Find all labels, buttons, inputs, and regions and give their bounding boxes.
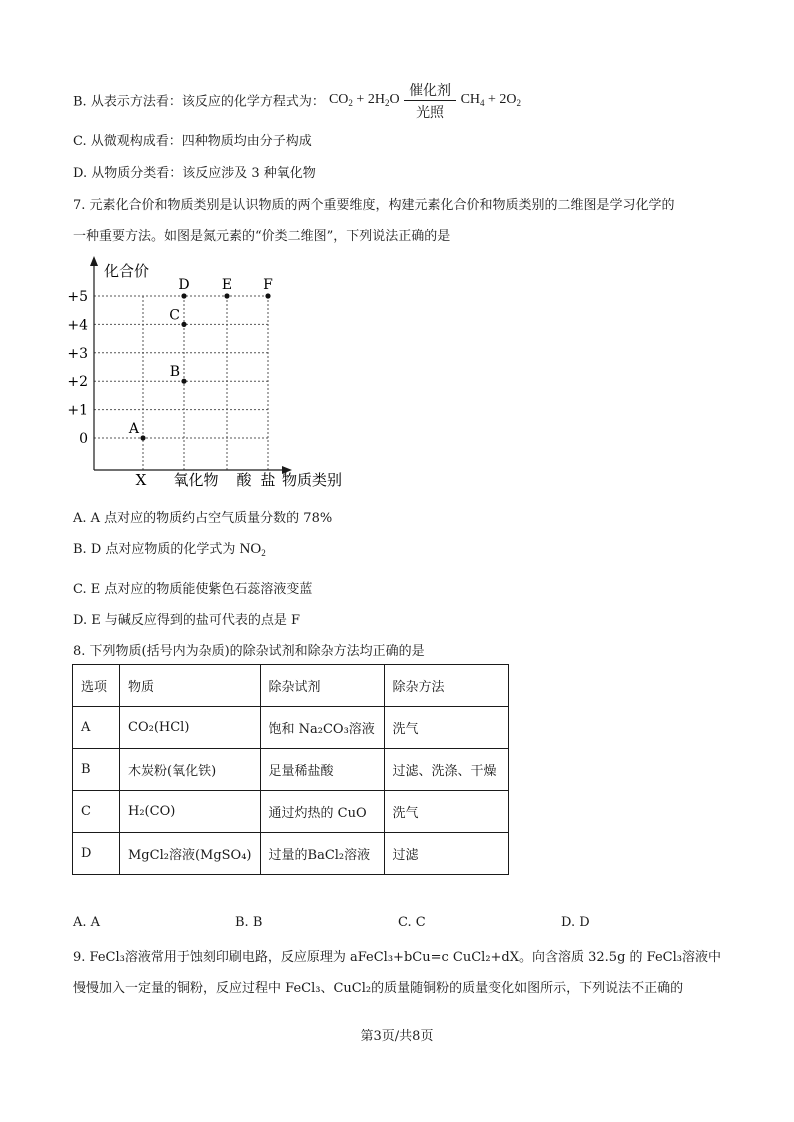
page-footer: 第3页/共8页 xyxy=(360,1029,434,1044)
q8-option-d[interactable]: D. D xyxy=(561,915,590,930)
x-tick-label: 氧化物 xyxy=(173,471,219,489)
x-tick-labels xyxy=(136,471,276,489)
data-point xyxy=(181,322,186,327)
table-cell: MgCl₂溶液(MgSO₄) xyxy=(120,833,261,875)
y-tick-label: +2 xyxy=(67,374,88,391)
point-label: C xyxy=(169,307,180,324)
table-header-cell: 物质 xyxy=(120,665,261,707)
y-tick-label: +5 xyxy=(67,289,88,305)
table-cell: A xyxy=(73,707,120,749)
x-tick-label: 酸 xyxy=(236,471,252,489)
x-axis-label: 物质类别 xyxy=(282,471,343,489)
chart-grid xyxy=(94,296,268,470)
table-cell: 饱和 Na₂CO₃溶液 xyxy=(260,707,384,749)
table-cell: 过滤、洗涤、干燥 xyxy=(384,749,508,791)
table-cell: H₂(CO) xyxy=(120,791,261,833)
y-tick-label: 0 xyxy=(79,431,88,447)
purification-table xyxy=(72,664,509,875)
q8-option-c[interactable]: C. C xyxy=(398,915,426,930)
table-row xyxy=(73,791,509,833)
data-point xyxy=(140,435,145,440)
x-tick-label: X xyxy=(135,471,147,489)
q9-stem-line2: 慢慢加入一定量的铜粉，反应过程中 FeCl₃、CuCl₂的质量随铜粉的质量变化如图所示，下列说法不正确的 xyxy=(73,981,684,996)
table-cell: 洗气 xyxy=(384,791,508,833)
catalyst-label: 催化剂 xyxy=(409,84,452,99)
valence-category-chart xyxy=(67,252,370,492)
no2-formula: $NO_2$ xyxy=(239,541,266,558)
y-axis-label: 化合价 xyxy=(104,262,150,280)
table-cell: 过量的BaCl₂溶液 xyxy=(260,833,384,875)
q6-option-c: C. 从微观构成看：四种物质均由分子构成 xyxy=(73,134,312,149)
q9-stem-line1: 9. FeCl₃溶液常用于蚀刻印刷电路，反应原理为 aFeCl₃+bCu=c CuCl₂+dX。向含溶质 32.5g 的 FeCl₃溶液中 xyxy=(73,950,721,965)
table-row xyxy=(73,707,509,749)
table-cell: 木炭粉(氧化铁) xyxy=(120,749,261,791)
table-cell: 过滤 xyxy=(384,833,508,875)
y-tick-labels xyxy=(67,289,88,447)
q7-option-c: C. E 点对应的物质能使紫色石蕊溶液变蓝 xyxy=(73,582,313,597)
q6-option-b-text: B. 从表示方法看：该反应的化学方程式为： xyxy=(73,94,325,110)
q7-option-b-text: B. D 点对应物质的化学式为 xyxy=(73,542,240,557)
table-cell: 洗气 xyxy=(384,707,508,749)
table-cell: CO₂(HCl) xyxy=(120,707,261,749)
table-cell: B xyxy=(73,749,120,791)
q8-option-b[interactable]: B. B xyxy=(235,915,263,930)
data-point xyxy=(181,293,186,298)
table-cell: C xyxy=(73,791,120,833)
q8-stem: 8. 下列物质(括号内为杂质)的除杂试剂和除杂方法均正确的是 xyxy=(73,644,425,659)
y-tick-label: +1 xyxy=(67,402,88,419)
table-row xyxy=(73,833,509,875)
point-label: B xyxy=(169,364,180,381)
q6-option-d: D. 从物质分类看：该反应涉及 3 种氧化物 xyxy=(73,166,316,181)
data-point xyxy=(224,293,229,298)
x-tick-label: 盐 xyxy=(260,471,276,489)
table-cell: 足量稀盐酸 xyxy=(260,749,384,791)
table-header-cell: 除杂试剂 xyxy=(260,665,384,707)
y-axis-arrow xyxy=(90,256,98,266)
y-tick-label: +3 xyxy=(67,345,88,362)
point-label: D xyxy=(178,277,190,293)
point-label: A xyxy=(128,421,139,437)
q8-options xyxy=(73,915,733,935)
reaction-condition xyxy=(404,80,456,120)
table-cell: 通过灼热的 CuO xyxy=(260,791,384,833)
q7-stem-line1: 7. 元素化合价和物质类别是认识物质的两个重要维度，构建元素化合价和物质类别的二维图是学习化学的 xyxy=(73,198,675,213)
q7-option-a: A. A 点对应的物质约占空气质量分数的 78% xyxy=(73,511,333,526)
q7-option-b xyxy=(73,538,266,558)
data-point xyxy=(181,379,186,384)
q7-stem-line2: 一种重要方法。如图是氮元素的“价类二维图”，下列说法正确的是 xyxy=(73,229,451,244)
table-row xyxy=(73,749,509,791)
y-tick-label: +4 xyxy=(67,317,88,334)
q6-option-b xyxy=(73,80,521,120)
table-header-row xyxy=(73,665,509,707)
point-label: E xyxy=(221,277,233,293)
chemical-equation: $CO_2 + 2H_2O$ $\frac{\text{催化剂}}{\text{光照}}$ $CH_4 + 2O_2$ xyxy=(329,92,521,107)
light-label: 光照 xyxy=(416,106,445,121)
table-header-cell: 选项 xyxy=(73,665,120,707)
table-header-cell: 除杂方法 xyxy=(384,665,508,707)
q8-option-a[interactable]: A. A xyxy=(73,915,101,930)
chart-axes xyxy=(90,256,292,474)
reaction-arrow-line xyxy=(404,100,456,101)
data-point xyxy=(265,293,270,298)
data-points xyxy=(128,277,273,441)
point-label: F xyxy=(263,277,273,293)
table-cell: D xyxy=(73,833,120,875)
q7-option-d: D. E 与碱反应得到的盐可代表的点是 F xyxy=(73,613,300,628)
